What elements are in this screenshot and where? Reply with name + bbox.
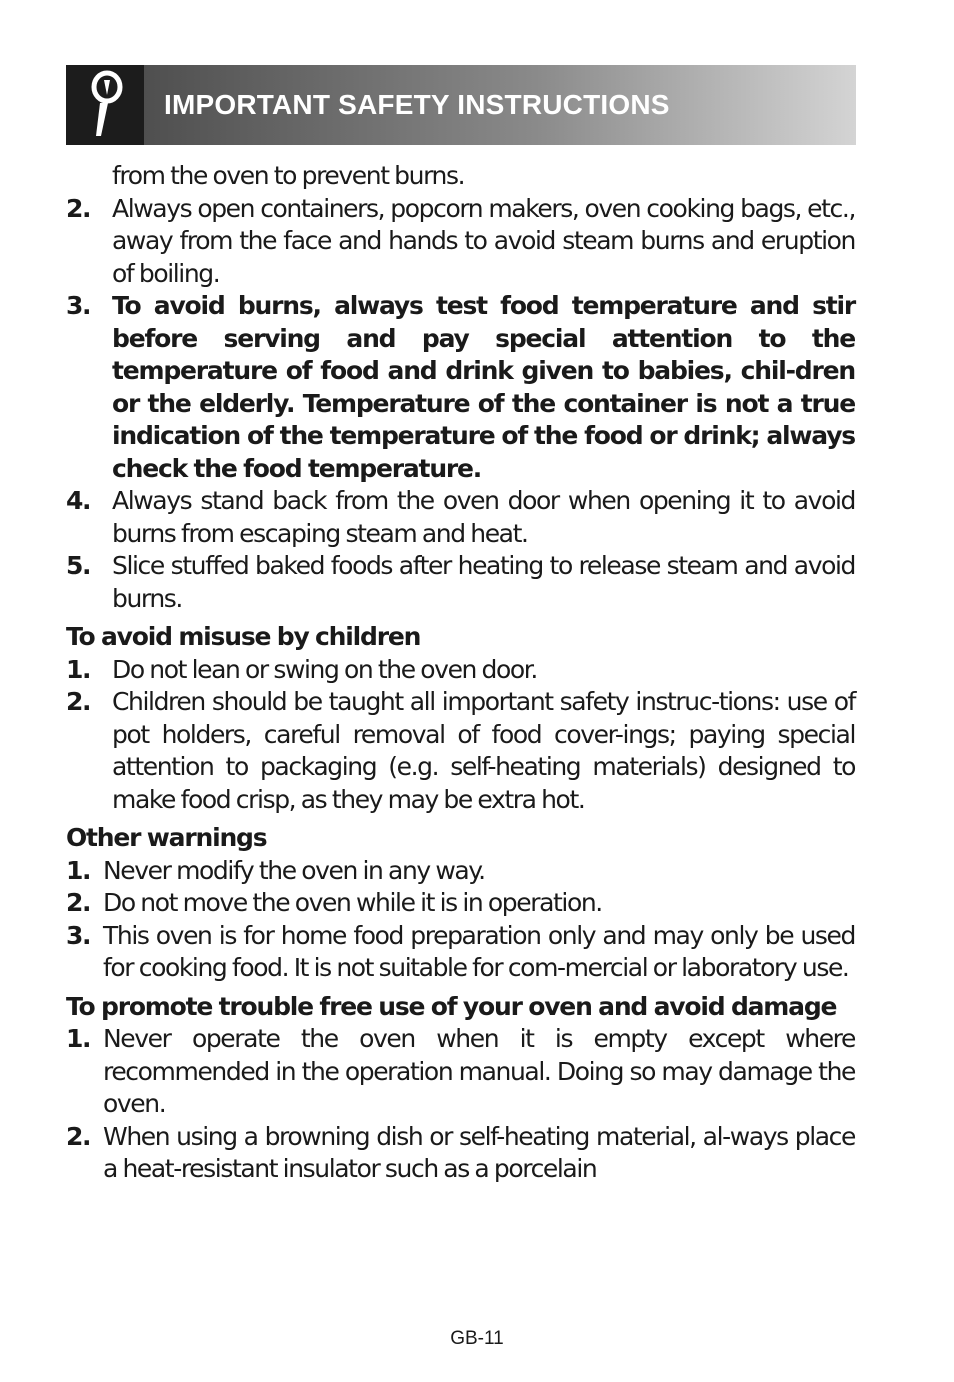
section-heading-children: To avoid misuse by children <box>66 622 421 651</box>
section-header <box>66 65 856 145</box>
item-number: 1. <box>66 654 91 684</box>
list-item <box>66 920 855 985</box>
warning-exclamation-icon <box>66 65 144 145</box>
item-number: 5. <box>66 551 91 580</box>
list-item <box>66 290 855 485</box>
list-item <box>66 485 855 550</box>
item-text: Do not move the oven while it is in operation. <box>103 888 602 917</box>
list-item <box>66 1023 855 1121</box>
section-heading-other: Other warnings <box>66 823 267 852</box>
item-text: Always open containers, popcorn makers, oven cooking bags, etc., away from the face and hands to avoid steam burns and eruption of boiling. <box>112 193 855 288</box>
item-text: Never operate the oven when it is empty except where recommended in the operation manual. Doing so may damage the oven. <box>103 1024 855 1118</box>
item-text: Children should be taught all important safety instruc-tions: use of pot holders, careful removal of food cover-ings; paying special attention to packaging (e.g. self-heating materials) designed to make food crisp, as they may be extra hot. <box>112 687 855 814</box>
item-number: 4. <box>66 486 91 515</box>
list-item <box>66 550 855 615</box>
item-number: 1. <box>66 855 91 885</box>
item-text: Slice stuffed baked foods after heating to release steam and avoid burns. <box>112 551 855 613</box>
item-text: Always stand back from the oven door when opening it to avoid burns from escaping steam and heat. <box>112 486 855 548</box>
item-number: 2. <box>66 193 91 223</box>
header-bar <box>144 65 856 145</box>
list-item <box>66 855 855 888</box>
item-number: 3. <box>66 920 91 950</box>
item-text: Do not lean or swing on the oven door. <box>112 654 537 684</box>
item-number: 2. <box>66 888 91 917</box>
item-text: Never modify the oven in any way. <box>103 855 485 885</box>
list-item <box>66 686 855 816</box>
list-item <box>66 654 855 687</box>
page-number: GB-11 <box>450 1328 504 1349</box>
list-item <box>66 887 855 920</box>
item-number: 2. <box>66 1121 91 1151</box>
page-title: IMPORTANT SAFETY INSTRUCTIONS <box>164 89 670 120</box>
intro-continuation: from the oven to prevent burns. <box>112 161 465 190</box>
instructions-body <box>66 160 855 1186</box>
item-number: 3. <box>66 291 91 320</box>
list-item <box>66 193 855 291</box>
item-text-bold: To avoid burns, always test food temperature and stir before serving and pay special attention to the temperature of food and drink given to babies, chil-dren or the elderly. Temperature of the container is not a true indication of the temperature of the food or drink; always check the food temperature. <box>112 291 855 483</box>
item-text: This oven is for home food preparation only and may only be used for cooking food. It is not suitable for com-mercial or laboratory use. <box>103 920 855 982</box>
list-item <box>66 1121 855 1186</box>
section-heading-promote: To promote trouble free use of your oven and avoid damage <box>66 991 837 1021</box>
item-number: 1. <box>66 1024 91 1053</box>
item-text: When using a browning dish or self-heating material, al-ways place a heat-resistant insulator such as a porcelain <box>103 1121 855 1183</box>
item-number: 2. <box>66 687 91 716</box>
